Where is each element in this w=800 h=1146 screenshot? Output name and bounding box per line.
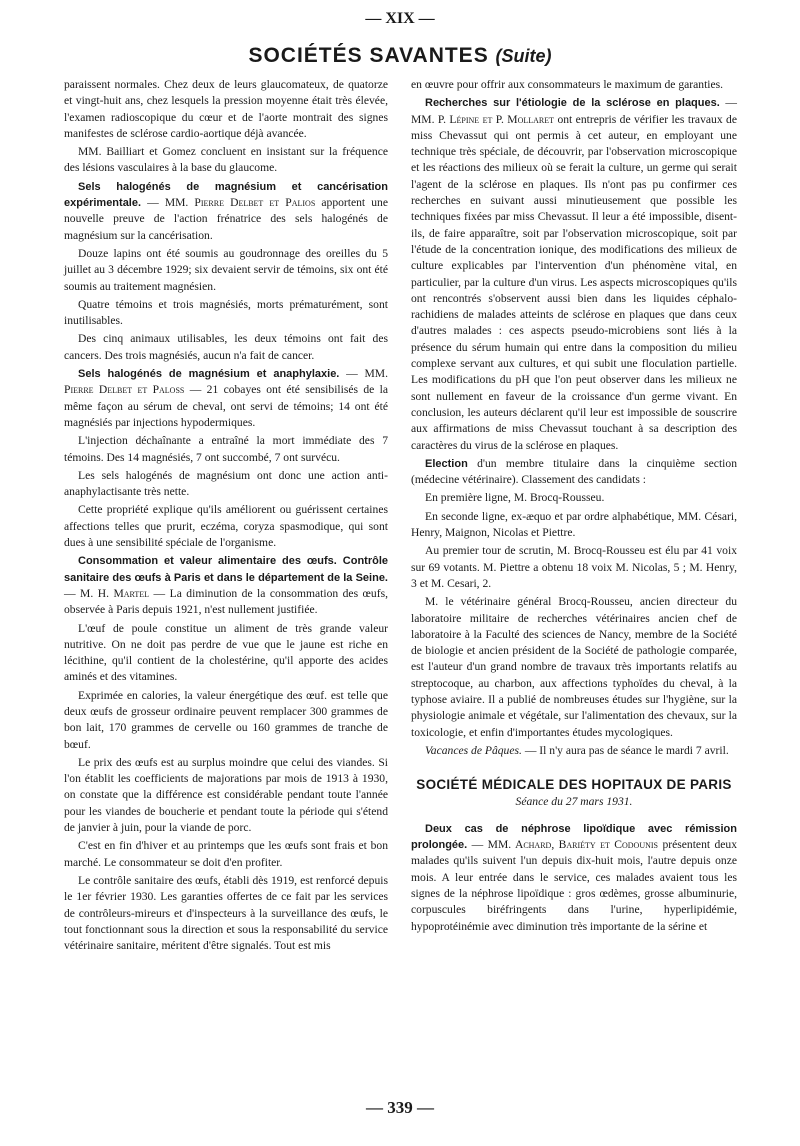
article-text: — La diminution de la consommation des œufs, observée à Paris depuis 1921, n'est nullement justifiée.	[64, 586, 388, 617]
paragraph: En seconde ligne, ex-æquo et par ordre alphabétique, MM. Césari, Henry, Maignon, Nicolas et Piettre.	[411, 509, 737, 540]
article-magnesium-cancer: Sels halogénés de magnésium et cancérisation expérimentale. — MM. Pierre Delbet et Palios apportent une nouvelle preuve de l'action frénatrice des sels halogénés de magnésium sur la cancérisation.	[64, 180, 388, 242]
left-column	[64, 77, 388, 956]
article-election	[411, 456, 737, 489]
notice-title: Vacances de Pâques.	[425, 743, 522, 757]
paragraph: Exprimée en calories, la valeur énergétique des œuf. est telle que deux œufs de grosseur ordinaire peuvent remplacer 300 grammes de bon lait, 170 grammes de cervelle ou 160 grammes de tranche de bœuf.	[64, 688, 388, 751]
article-title: Consommation et valeur alimentaire des œufs. Contrôle sanitaire des œufs à Paris et dans le département de la Seine.	[64, 555, 388, 584]
headline-title: SOCIÉTÉS SAVANTES	[248, 44, 489, 67]
paragraph: L'injection déchaînante a entraîné la mort immédiate des 7 témoins. Des 14 magnésiés, 7 ont succombé, 7 ont survécu.	[64, 434, 388, 464]
notice-text: — Il n'y aura pas de séance le mardi 7 avril.	[524, 743, 729, 757]
paragraph: M. le vétérinaire général Brocq-Rousseu, ancien directeur du laboratoire militaire de recherches vétérinaires ancien chef de laboratoire à la Faculté des sciences de Nancy, membre de la Société de biologie et ancien président de la Société de pathologie comparée, est l'auteur d'un grand nombre de travaux très importants relatifs au streptocoque, au charbon, aux affections typhoïdes du cheval, à la typhose aviaire. Il a publié de nombreuses études sur l'hygiène, sur la physiologie animale et végétale, sur l'alimentation des chevaux, sur la toxicologie, et enfin d'importantes études mycologiques.	[411, 595, 737, 739]
society-heading: SOCIÉTÉ MÉDICALE DES HOPITAUX DE PARIS	[416, 777, 732, 793]
article-title: Election	[425, 457, 468, 470]
headline-suite: (Suite)	[495, 46, 552, 66]
article-nephrose: Deux cas de néphrose lipoïdique avec rémission prolongée. — MM. Achard, Bariéty et Codounis présentent deux malades qu'ils suivent l'un depuis dix-huit mois, l'autre depuis onze mois. A leur entrée dans le service, ces malades avaient tous les signes de la néphrose lipoïdique : gros œdèmes, grosse albuminurie, corpuscules biréfringents dans l'urine, hyperlipidémie, hypoprotéinémie avec diminution très importante de la sérine et	[411, 822, 738, 933]
article-title: Recherches sur l'étiologie de la sclérose en plaques.	[425, 97, 720, 110]
paragraph: paraissent normales. Chez deux de leurs glaucomateux, de quatorze et vingt-huit ans, chez lesquels la pression moyenne était très élevée, l'examen radioscopique du cœur et de l'aorte montrait des signes manifestes de sclérose cardio-aortique déjà avancée.	[64, 78, 388, 140]
paragraph: Quatre témoins et trois magnésiés, morts prématurément, sont inutilisables.	[64, 297, 388, 328]
paragraph: En première ligne, M. Brocq-Rousseu.	[425, 491, 605, 505]
paragraph: Les sels halogénés de magnésium ont donc une action anti-anaphylactisante très nette.	[64, 468, 388, 499]
article-authors: Pierre Delbet et Palios	[194, 196, 316, 210]
paragraph: Le prix des œufs est au surplus moindre que celui des viandes. Si l'on établit les coefficients de majorations par mois de 1913 à 1930, on constate que la différence est considérable pendant toute l'année pour les viandes de boucherie et pendant toute la période qui s'étend de janvier à juin, pour la viande de porc.	[64, 755, 388, 835]
page-headline	[0, 44, 800, 68]
article-authors: H. Martel	[97, 586, 150, 600]
article-title: Deux cas de néphrose lipoïdique avec rémission prolongée.	[411, 822, 737, 852]
article-title: Sels halogénés de magnésium et anaphylaxie.	[78, 368, 340, 381]
paragraph: L'œuf de poule constitue un aliment de très grande valeur nutritive. On ne doit pas perdre de vue que le jaune est riche en lécithine, qu'il contient de la cholestérine, qu'il apporte des acides aminés et des vitamines.	[64, 621, 388, 684]
article-text: apportent une nouvelle preuve de l'action frénatrice des sels halogénés de magnésium sur la cancérisation.	[64, 196, 388, 242]
seance-date: Séance du 27 mars 1931.	[515, 795, 633, 809]
paragraph: en œuvre pour offrir aux consommateurs le maximum de garanties.	[411, 78, 724, 91]
article-sclerose: Recherches sur l'étiologie de la sclérose en plaques. — MM. P. Lépine et P. Mollaret ont entrepris de vérifier les travaux de miss Chevassut qui ont permis à cet auteur, en employant une technique très spéciale, de découvrir, par l'observation microscopique et les réactions des milieux où se ferait la culture, un germe qui serait l'agent de la sclérose en plaques. Ils n'ont pas pu confirmer ces recherches en suivant aussi minutieusement que possible les techniques fixées par miss Chevassut. Il leur a été impossible, disent-ils, de faire apparaître, soit par l'observation microscopique, soit par l'étude de la concentration ionique, des modifications des milieux de culture explicables par l'intervention d'un phénomène vital, en particulier, par la culture d'un virus. Les aspects microscopiques qu'ils ont rencontrés s'observent aussi bien dans les liquides céphalo-rachidiens de malades atteints de sclérose en plaques que dans ceux d'autres malades : ces aspects pseudo-microbiens sont liés à la présence du sérum humain qui entre dans la composition du milieu complexe servant aux cultures, et qui subit une floculation partielle. Les modifications du pH que l'on peut observer dans les milieux ne sont nullement en faveur de la croissance d'un germe vivant. En conclusion, les auteurs déclarent qu'il leur est impossible de souscrire aux affirmations de miss Chevassut touchant à sa description des caractères du virus de la sclérose en plaques.	[411, 96, 737, 452]
article-authors: Pierre Delbet et Paloss	[64, 383, 185, 397]
paragraph: Le contrôle sanitaire des œufs, établi dès 1919, est renforcé depuis le 1er février 1930. Les garanties offertes de ce fait par les services de contrôleurs-mireurs et d'inspecteurs à la surveillance des œufs, le tout fonctionnant sous la direction et sous la responsabilité du service vétérinaire sanitaire, méritent d'être signalés. Tout est mis	[64, 873, 388, 953]
paragraph: C'est en fin d'hiver et au printemps que les œufs sont frais et bon marché. Le consommateur se doit d'en profiter.	[64, 839, 388, 869]
paragraph: Douze lapins ont été soumis au goudronnage des oreilles du 5 juillet au 3 décembre 1929; six devaient servir de témoins, six ont été soumis au traitement magnésien.	[64, 246, 388, 293]
page-number: — 339 —	[366, 1098, 434, 1117]
article-magnesium-anaphylaxie: Sels halogénés de magnésium et anaphylaxie. — MM. Pierre Delbet et Paloss — 21 cobayes ont été sensibilisés de la même façon au sérum de cheval, ont servi de témoins; 14 ont été magnésiés par injections hypodermiques.	[64, 367, 389, 429]
article-title: Sels halogénés de magnésium et cancérisation expérimentale.	[64, 180, 388, 210]
paragraph: Cette propriété explique qu'ils améliorent ou guérissent certaines affections telles que prurit, eczéma, coryza spasmodique, qui sont dues à une sensibilité spéciale de l'organisme.	[64, 503, 388, 550]
article-authors: MM. P. Lépine et P. Mollaret	[411, 112, 555, 126]
paragraph: MM. Bailliart et Gomez concluent en insistant sur la fréquence des lésions vasculaires à la base du glaucome.	[64, 145, 388, 175]
section-folio: — XIX —	[365, 10, 435, 27]
article-text: — 21 cobayes ont été sensibilisés de la même façon au sérum de cheval, ont servi de témoins; 14 ont été magnésiés par injections hypodermiques.	[64, 383, 389, 429]
paragraph: Des cinq animaux utilisables, les deux témoins ont fait des cancers. Des trois magnésiés, aucun n'a fait de cancer.	[64, 332, 388, 362]
article-text: d'un membre titulaire dans la cinquième section (médecine vétérinaire). Classement des candidats :	[411, 456, 737, 487]
notice-vacances	[411, 743, 737, 759]
right-column	[411, 77, 737, 937]
paragraph: Au premier tour de scrutin, M. Brocq-Rousseu est élu par 41 voix sur 69 votants. M. Piettre a obtenu 18 voix M. Nicolas, 5 ; M. Henry, 3 et M. Cesari, 2.	[411, 544, 737, 590]
article-oeufs: Consommation et valeur alimentaire des œufs. Contrôle sanitaire des œufs à Paris et dans le département de la Seine. — M. H. Martel — La diminution de la consommation des œufs, observée à Paris depuis 1921, n'est nullement justifiée.	[64, 555, 388, 617]
article-text: présentent deux malades qu'ils suivent l'un depuis dix-huit mois, l'autre depuis onze mois. A leur entrée dans le service, ces malades avaient tous les signes de la néphrose lipoïdique : gros œdèmes, grosse albuminurie, corpuscules biréfringents dans l'urine, hyperlipidémie, hypoprotéinémie avec diminution très importante de la sérine et	[411, 838, 738, 933]
article-text: ont entrepris de vérifier les travaux de miss Chevassut qui ont permis à cet auteur, en employant une technique très spéciale, de découvrir, par l'observation microscopique et les réactions des milieux où se ferait la culture, un germe qui serait l'agent de la sclérose en plaques. Ils n'ont pas pu confirmer ces recherches en suivant aussi minutieusement que possible les techniques fixées par miss Chevassut. Il leur a été impossible, disent-ils, de faire apparaître, soit par l'observation microscopique, soit par l'étude de la concentration ionique, des modifications des milieux de culture explicables par l'intervention d'un phénomène vital, en particulier, par la culture d'un virus. Les aspects microscopiques qu'ils ont rencontrés s'observent aussi bien dans les liquides céphalo-rachidiens de malades atteints de sclérose en plaques que dans ceux d'autres malades : ces aspects pseudo-microbiens sont liés à la présence du sérum humain qui entre dans la composition du milieu complexe servant aux cultures, et qui subit une floculation partielle. Les modifications du pH que l'on peut observer dans les milieux ne sont nullement en faveur de la croissance d'un germe vivant. En conclusion, les auteurs déclarent qu'il leur est impossible de souscrire aux affirmations de miss Chevassut touchant à sa description des caractères du virus de la sclérose en plaques.	[411, 112, 737, 452]
article-authors: MM. Achard, Bariéty et Codounis	[487, 838, 659, 852]
